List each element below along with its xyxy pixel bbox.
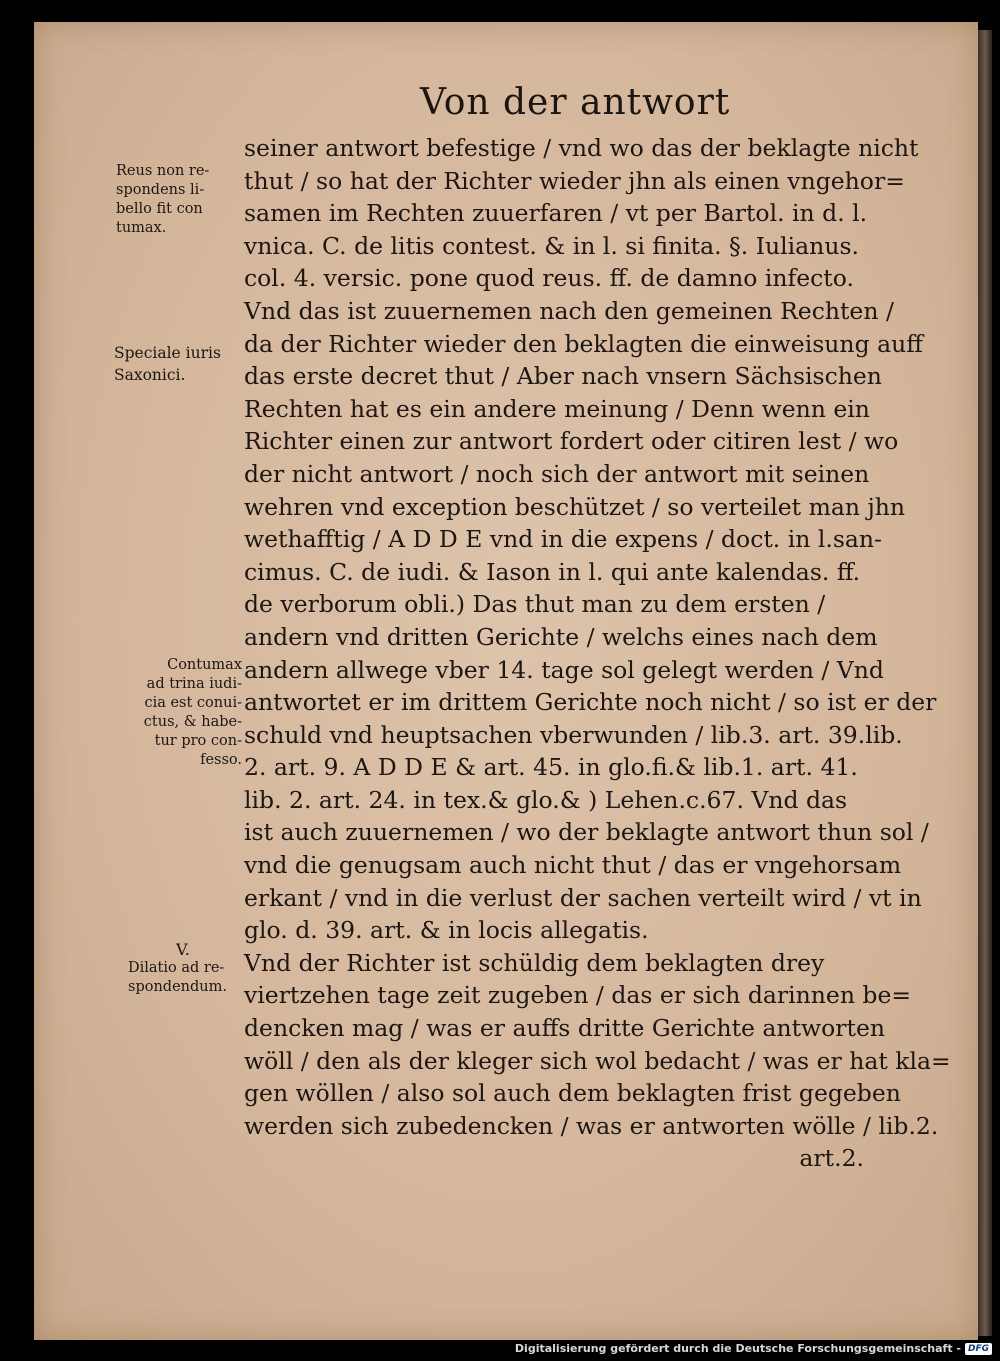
marginal-note-line: ctus, & habe-: [143, 714, 242, 730]
text-line: samen im Rechten zuuerfaren / vt per Bartol. in d. l.: [244, 199, 868, 228]
marginal-note-line: Saxonici.: [114, 366, 186, 384]
text-line: ist auch zuuernemen / wo der beklagte antwort thun sol /: [244, 818, 929, 847]
marginal-note-line: spondendum.: [128, 979, 227, 995]
running-head: Von der antwort: [420, 82, 731, 123]
text-line: glo. d. 39. art. & in locis allegatis.: [244, 916, 649, 945]
text-line: antwortet er im drittem Gerichte noch nicht / so ist er der: [244, 688, 937, 717]
text-line: andern allwege vber 14. tage sol gelegt werden / Vnd: [244, 655, 884, 684]
marginal-note-dilatio: [128, 940, 227, 997]
text-line: Vnd der Richter ist schüldig dem beklagten drey: [244, 948, 825, 977]
text-line: Richter einen zur antwort fordert oder citiren lest / wo: [244, 427, 899, 456]
marginal-note-contumax: [122, 656, 242, 770]
marginal-note-line: Contumax: [167, 657, 242, 673]
text-line: erkant / vnd in die verlust der sachen verteilt wird / vt in: [244, 883, 922, 912]
marginal-note-line: tumax.: [116, 220, 167, 236]
marginal-note-line: Dilatio ad re-: [128, 960, 225, 976]
text-line: col. 4. versic. pone quod reus. ff. de damno infecto.: [244, 264, 854, 293]
text-line: wöll / den als der kleger sich wol bedacht / was er hat kla=: [244, 1046, 951, 1075]
text-line: wehren vnd exception beschützet / so verteilet man jhn: [244, 492, 906, 521]
text-line: lib. 2. art. 24. in tex.& glo.& ) Lehen.c.67. Vnd das: [244, 785, 848, 814]
page-edge: [978, 30, 992, 1336]
marginal-note-line: bello fit con: [116, 201, 203, 217]
text-line: der nicht antwort / noch sich der antwort mit seinen: [244, 459, 870, 488]
text-line: seiner antwort befestige / vnd wo das der beklagte nicht: [244, 134, 919, 162]
text-line: thut / so hat der Richter wieder jhn als einen vngehor=: [244, 166, 905, 195]
text-line: vnd die genugsam auch nicht thut / das er vngehorsam: [244, 851, 902, 880]
body-text: [244, 132, 951, 1175]
text-line: cimus. C. de iudi. & Iason in l. qui ante kalendas. ff.: [244, 557, 861, 586]
marginal-note-line: tur pro con-: [154, 733, 242, 749]
text-line: schuld vnd heuptsachen vberwunden / lib.3. art. 39.lib.: [244, 720, 903, 749]
marginal-note-line: ad trina iudi-: [146, 676, 242, 692]
text-line: viertzehen tage zeit zugeben / das er sich darinnen be=: [244, 981, 912, 1010]
digitization-footer: [515, 1342, 992, 1355]
dfg-logo: DFG: [965, 1343, 992, 1355]
marginal-note-line: V.: [176, 940, 190, 959]
text-line: gen wöllen / also sol auch dem beklagten frist gegeben: [244, 1079, 901, 1108]
text-line: Vnd das ist zuuernemen nach den gemeinen Rechten /: [244, 296, 894, 325]
text-line: das erste decret thut / Aber nach vnsern Sächsischen: [244, 362, 882, 391]
marginal-note-speciale-iuris: [114, 342, 221, 386]
text-line: andern vnd dritten Gerichte / welchs eines nach dem: [244, 622, 878, 651]
text-line: dencken mag / was er auffs dritte Gerichte antworten: [244, 1014, 886, 1043]
marginal-note-line: fesso.: [200, 752, 242, 768]
marginal-note-line: Reus non re-: [116, 163, 210, 179]
text-line: Rechten hat es ein andere meinung / Denn wenn ein: [244, 394, 870, 423]
footer-credit: Digitalisierung gefördert durch die Deutsche Forschungsgemeinschaft -: [514, 1342, 961, 1355]
text-line: art.2.: [799, 1144, 864, 1173]
marginal-note-reus-non-respondens: [116, 162, 209, 238]
text-line: wethafftig / A D D E vnd in die expens / doct. in l.san-: [244, 525, 882, 554]
marginal-note-line: spondens li-: [116, 182, 205, 198]
marginal-note-line: cia est conui-: [144, 695, 242, 711]
text-line: vnica. C. de litis contest. & in l. si finita. §. Iulianus.: [244, 231, 859, 260]
text-line: 2. art. 9. A D D E & art. 45. in glo.fi.& lib.1. art. 41.: [244, 753, 858, 782]
text-line: da der Richter wieder den beklagten die einweisung auff: [244, 329, 923, 358]
text-line: werden sich zubedencken / was er antworten wölle / lib.2.: [244, 1111, 939, 1140]
text-line: de verborum obli.) Das thut man zu dem ersten /: [244, 590, 826, 619]
marginal-note-line: Speciale iuris: [114, 344, 221, 362]
